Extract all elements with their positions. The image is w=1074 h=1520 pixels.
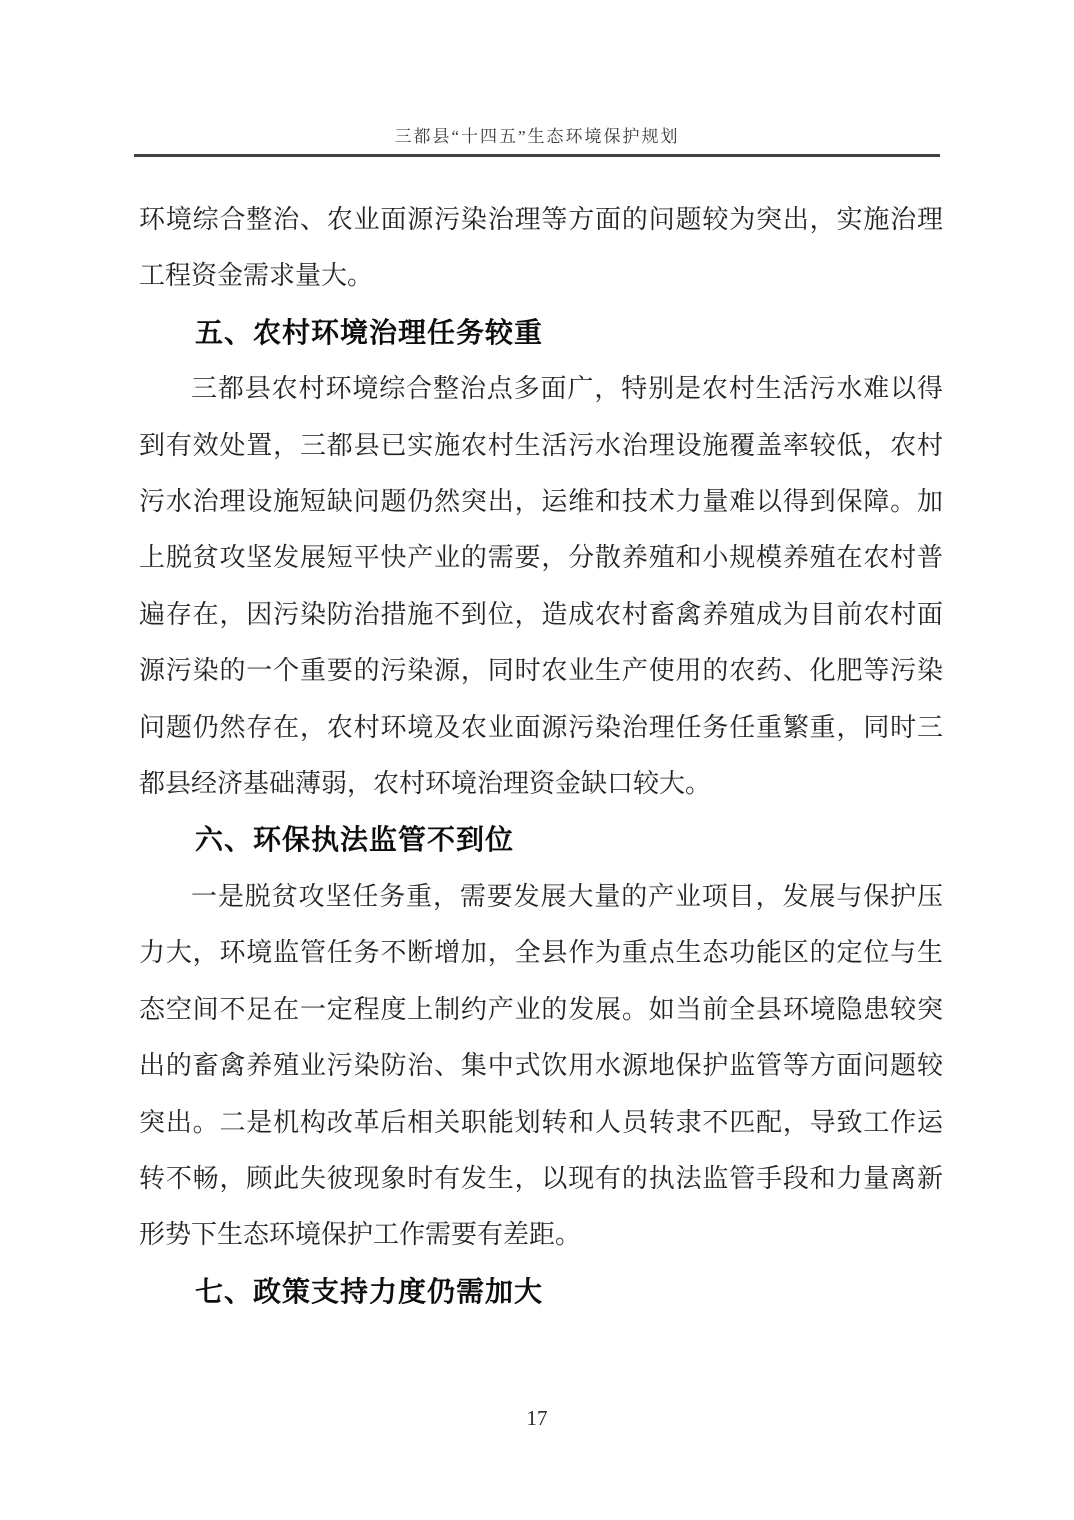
page-number: 17 (526, 1406, 548, 1430)
paragraph-section-5: 三都县农村环境综合整治点多面广，特别是农村生活污水难以得到有效处置，三都县已实施农村生活污水治理设施覆盖率较低，农村污水治理设施短缺问题仍然突出，运维和技术力量难以得到保障。加上脱贫攻坚发展短平快产业的需要，分散养殖和小规模养殖在农村普遍存在，因污染防治措施不到位，造成农村畜禽养殖成为目前农村面源污染的一个重要的污染源，同时农业生产使用的农药、化肥等污染问题仍然存在，农村环境及农业面源污染治理任务任重繁重，同时三都县经济基础薄弱，农村环境治理资金缺口较大。 (139, 374, 943, 799)
section-heading-6: 六、环保执法监管不到位 (195, 824, 515, 856)
section-heading-5: 五、农村环境治理任务较重 (195, 316, 544, 348)
paragraph-section-6: 一是脱贫攻坚任务重，需要发展大量的产业项目，发展与保护压力大，环境监管任务不断增加，全县作为重点生态功能区的定位与生态空间不足在一定程度上制约产业的发展。如当前全县环境隐患较突出的畜禽养殖业污染防治、集中式饮用水源地保护监管等方面问题较突出。二是机构改革后相关职能划转和人员转隶不匹配，导致工作运转不畅，顾此失彼现象时有发生，以现有的执法监管手段和力量离新形势下生态环境保护工作需要有差距。 (139, 881, 943, 1250)
page-footer (0, 1406, 1074, 1431)
document-body (139, 192, 943, 1320)
header-title: 三都县“十四五”生态环境保护规划 (394, 127, 680, 146)
page-header (134, 122, 940, 157)
section-heading-7: 七、政策支持力度仍需加大 (195, 1275, 544, 1307)
paragraph-intro-continued: 环境综合整治、农业面源污染治理等方面的问题较为突出，实施治理工程资金需求量大。 (139, 205, 943, 291)
